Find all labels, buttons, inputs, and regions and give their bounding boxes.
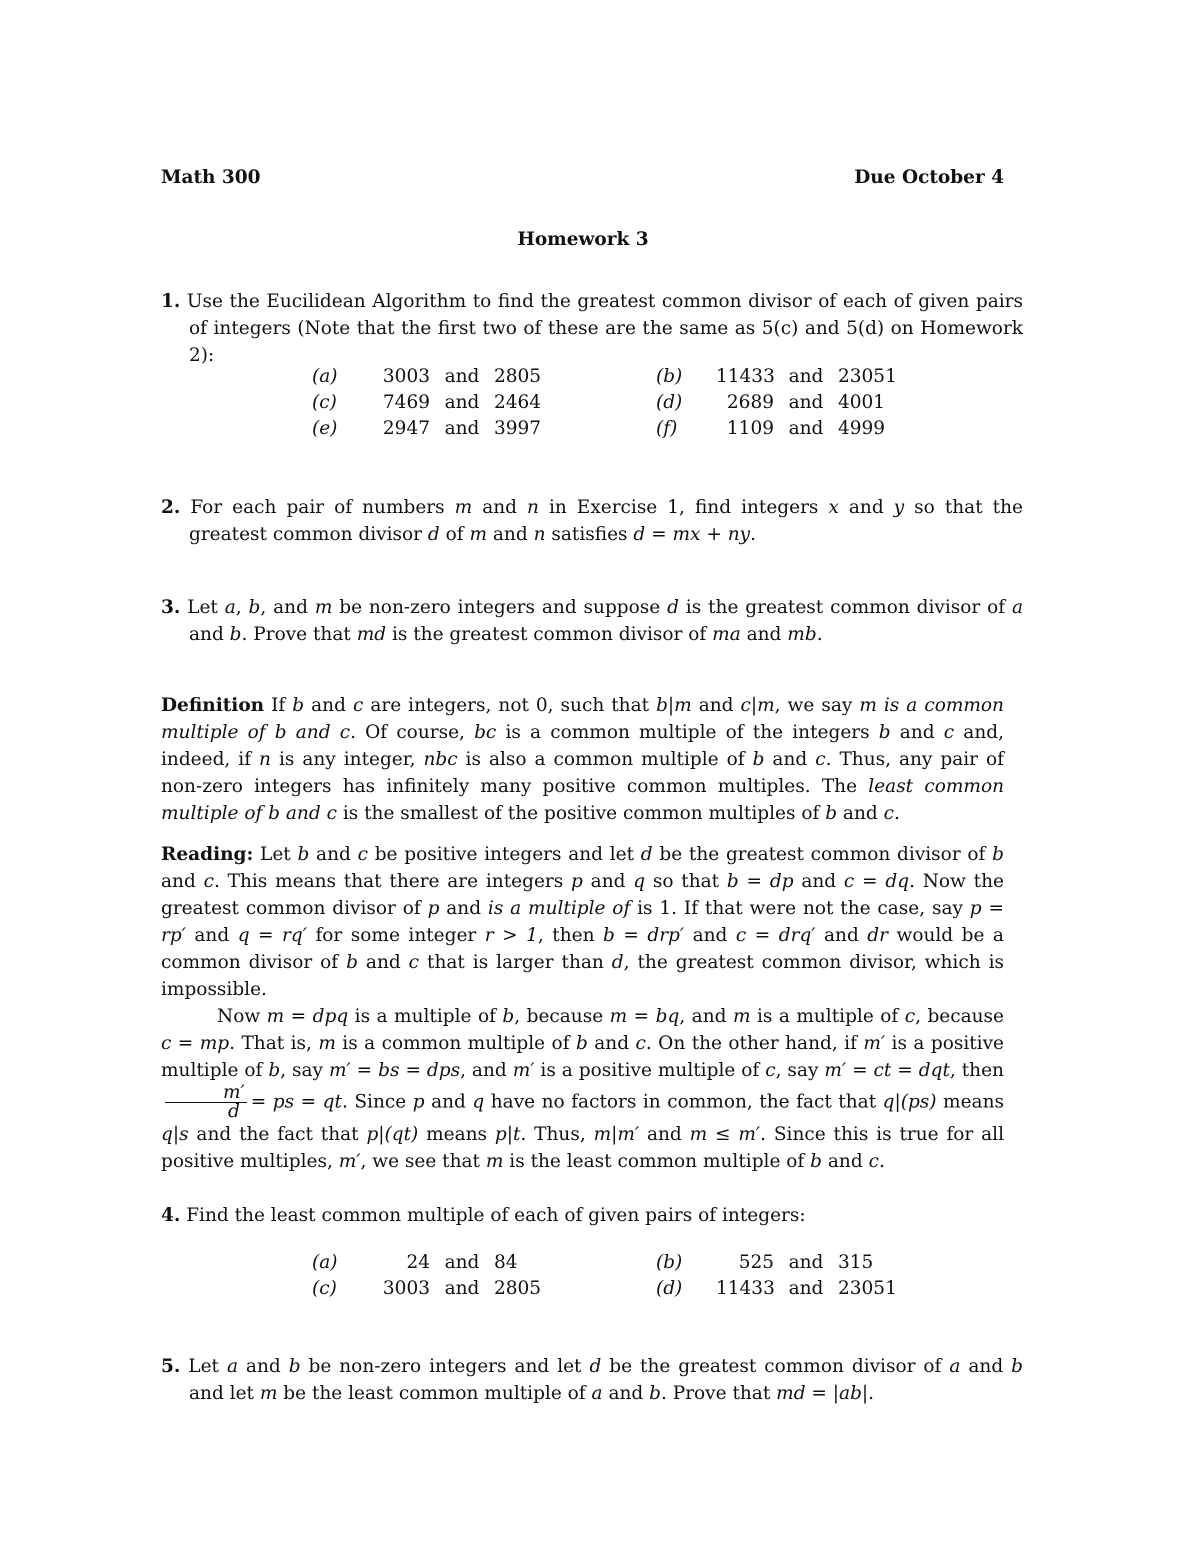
math: b = dp	[726, 871, 794, 892]
text: .	[878, 1151, 885, 1172]
math: b	[1011, 1356, 1023, 1377]
pair-second: 2464	[494, 392, 542, 413]
math: q|(ps)	[882, 1091, 937, 1113]
pair-item	[656, 364, 1000, 390]
text: and	[684, 925, 736, 946]
problem-4-pairs	[312, 1250, 1000, 1302]
math: d	[640, 844, 653, 865]
pair-first: 1109	[726, 418, 774, 439]
text: . This means that there are integers	[213, 871, 572, 892]
text: and let	[189, 1383, 260, 1404]
text: , then	[949, 1060, 1004, 1081]
math: md	[356, 624, 387, 645]
pair-item	[312, 1276, 656, 1302]
text: is any integer,	[270, 749, 424, 770]
text: . Thus, any pair of non-zero integers has infinitely many positive common multiples. The	[161, 749, 1004, 797]
problem-1	[161, 288, 1023, 369]
math: m	[454, 497, 473, 518]
reading-part-1	[161, 841, 1004, 1003]
text: be non-zero integers and let	[300, 1356, 590, 1377]
math: a	[949, 1356, 961, 1377]
math: b	[346, 952, 358, 973]
math: bc	[474, 722, 497, 743]
math: c = dq	[843, 871, 910, 892]
text: For each pair of numbers	[190, 497, 455, 518]
pair-label: (c)	[312, 392, 337, 413]
pair-first: 3003	[382, 366, 430, 387]
pair-first: 24	[406, 1252, 430, 1273]
text: be positive integers and let	[367, 844, 641, 865]
math: b	[752, 749, 765, 770]
math: c	[408, 952, 420, 973]
pair-label: (f)	[656, 418, 678, 439]
text: , because	[915, 1006, 1004, 1027]
text: Let	[187, 597, 225, 618]
text: are integers, not 0, such that	[363, 695, 657, 716]
math: b	[248, 597, 261, 618]
math: a	[224, 597, 236, 618]
text: . Thus,	[520, 1124, 594, 1145]
math: q	[472, 1091, 485, 1113]
text: , and	[260, 597, 315, 618]
text: and	[822, 1151, 869, 1172]
definition-heading: Definition	[161, 695, 265, 716]
text: be the least common multiple of	[277, 1383, 592, 1404]
math: c = mp	[161, 1033, 230, 1054]
math: b	[292, 695, 305, 716]
pair-item	[656, 1276, 1000, 1302]
math: r > 1	[484, 925, 538, 946]
math: b	[649, 1383, 661, 1404]
math: m = bq	[609, 1006, 680, 1027]
pair-and: and	[788, 1252, 824, 1273]
problem-text: Use the Eucilidean Algorithm to find the greatest common divisor of each of given pairs of integers (Note that the first two of these are the same as 5(c) and 5(d) on Homework 2):	[186, 291, 1023, 366]
text: be non-zero integers and suppose	[332, 597, 668, 618]
math: p = rp′	[161, 898, 1004, 946]
page-title: Homework 3	[517, 229, 649, 250]
math: c	[943, 722, 955, 743]
text: .	[750, 524, 757, 545]
text: be the greatest common divisor of	[601, 1356, 950, 1377]
text: , we see that	[360, 1151, 486, 1172]
math: c	[904, 1006, 916, 1027]
math: ma	[712, 624, 741, 645]
pair-and: and	[788, 1278, 824, 1299]
math: b	[268, 1060, 281, 1081]
math: c	[883, 803, 894, 824]
math: b|m	[656, 695, 692, 716]
text: and	[189, 624, 230, 645]
text: Let	[188, 1356, 227, 1377]
math: = ps = qt	[250, 1091, 342, 1113]
problem-number: 4.	[161, 1205, 181, 1226]
math: q	[633, 871, 646, 892]
math: m|m′	[593, 1124, 640, 1145]
math: b	[992, 844, 1004, 865]
pair-first: 7469	[382, 392, 430, 413]
text: is the smallest of the positive common multiples of	[336, 803, 826, 824]
pair-row	[312, 416, 1000, 442]
pair-item	[312, 390, 656, 416]
math: nbc	[423, 749, 458, 770]
pair-item	[656, 416, 1000, 442]
math: m	[314, 597, 333, 618]
math: b	[297, 844, 310, 865]
pair-second: 84	[494, 1252, 518, 1273]
text: so that	[645, 871, 727, 892]
math: c	[352, 695, 364, 716]
pair-first: 3003	[382, 1278, 430, 1299]
math: p	[412, 1091, 425, 1113]
pair-and: and	[788, 366, 824, 387]
text: . Now the greatest common divisor of	[161, 871, 1004, 919]
text: and	[487, 524, 534, 545]
pair-second: 3997	[494, 418, 542, 439]
math: d	[667, 597, 679, 618]
text: have no factors in common, the fact that	[484, 1091, 883, 1113]
math: b	[229, 624, 242, 645]
math: m′	[338, 1151, 361, 1172]
problem-number: 2.	[161, 497, 181, 518]
pair-label: (a)	[312, 1252, 338, 1273]
math: d = mx + ny	[633, 524, 751, 545]
emphasis: least common multiple of b and c	[161, 776, 1004, 824]
pair-label: (a)	[312, 366, 338, 387]
math: p	[427, 898, 440, 919]
pair-and: and	[444, 392, 480, 413]
math: p|t	[494, 1124, 521, 1145]
pair-and: and	[444, 1278, 480, 1299]
text: and, indeed, if	[161, 722, 1004, 770]
text: that is larger than	[419, 952, 612, 973]
reading-part-2	[161, 1003, 1004, 1175]
math: c|m	[740, 695, 775, 716]
text: is 1. If that were not the case, say	[637, 898, 970, 919]
text: is a multiple of	[348, 1006, 503, 1027]
text: , the greatest common divisor, which is impossible.	[161, 952, 1004, 1000]
pair-item	[656, 1250, 1000, 1276]
text: is also a common multiple of	[457, 749, 753, 770]
text: , then	[537, 925, 603, 946]
math: m′	[863, 1033, 886, 1054]
text: , because	[514, 1006, 610, 1027]
pair-second: 23051	[838, 366, 897, 387]
math: b	[288, 1356, 301, 1377]
math: p	[571, 871, 583, 892]
math: c	[357, 844, 368, 865]
text: and	[185, 925, 238, 946]
math: x	[828, 497, 839, 518]
text: Now	[217, 1006, 267, 1027]
problem-2	[161, 494, 1023, 548]
pair-label: (c)	[312, 1278, 337, 1299]
problem-number: 1.	[161, 291, 181, 312]
math: n	[527, 497, 539, 518]
text: and	[357, 952, 409, 973]
pair-first: 525	[738, 1252, 774, 1273]
math: is a multiple of	[487, 898, 638, 919]
pair-second: 4001	[838, 392, 886, 413]
pair-and: and	[788, 418, 824, 439]
text: is a multiple of	[750, 1006, 905, 1027]
math: b	[575, 1033, 588, 1054]
pair-label: (b)	[656, 1252, 683, 1273]
math: a	[591, 1383, 603, 1404]
pair-item	[312, 364, 656, 390]
pair-second: 2805	[494, 1278, 542, 1299]
pair-row	[312, 1250, 1000, 1276]
math: y	[893, 497, 905, 518]
pair-first: 2947	[382, 418, 430, 439]
math: q|s	[161, 1124, 189, 1145]
math: m′	[512, 1060, 535, 1081]
problem-3	[161, 594, 1023, 648]
text: , and	[460, 1060, 513, 1081]
pair-label: (b)	[656, 366, 683, 387]
course-name: Math 300	[161, 167, 261, 188]
problem-1-pairs	[312, 364, 1000, 442]
text: Let	[253, 844, 298, 865]
text: means	[418, 1124, 495, 1145]
math: q = rq′	[237, 925, 307, 946]
math: a	[226, 1356, 238, 1377]
text: of	[439, 524, 470, 545]
problem-text: Find the least common multiple of each of given pairs of integers:	[186, 1205, 806, 1226]
text: . On the other hand, if	[645, 1033, 864, 1054]
math: m	[469, 524, 487, 545]
text: is a positive multiple of	[534, 1060, 766, 1081]
reading-paragraph	[161, 841, 1004, 1175]
text: and	[582, 871, 634, 892]
text: ,	[235, 597, 249, 618]
text: is the least common multiple of	[503, 1151, 811, 1172]
pair-and: and	[444, 366, 480, 387]
pair-label: (e)	[312, 418, 338, 439]
text: , say	[775, 1060, 825, 1081]
math: p|(qt)	[366, 1124, 419, 1145]
pair-and: and	[444, 1252, 480, 1273]
math: n	[533, 524, 546, 545]
emphasis: m is a common multiple of b and c	[161, 695, 1004, 743]
math: m′ = ct = dqt	[824, 1060, 950, 1081]
text: and	[424, 1091, 473, 1113]
text: in Exercise 1, find integers	[538, 497, 829, 518]
text: is the greatest common divisor of	[386, 624, 713, 645]
text: is the greatest common divisor of	[678, 597, 1012, 618]
math: dr	[867, 925, 888, 946]
pair-item	[312, 1250, 656, 1276]
text: be the greatest common divisor of	[652, 844, 993, 865]
math: c = drq′	[735, 925, 816, 946]
text: , and	[679, 1006, 733, 1027]
math: m = dpq	[266, 1006, 349, 1027]
math: mb	[787, 624, 817, 645]
text: and	[309, 844, 358, 865]
text: and	[587, 1033, 636, 1054]
text: and	[304, 695, 353, 716]
text: and	[691, 695, 741, 716]
text: . Prove that	[241, 624, 357, 645]
pair-item	[656, 390, 1000, 416]
math: m	[259, 1383, 278, 1404]
text: . Prove that	[660, 1383, 777, 1404]
math: m	[485, 1151, 504, 1172]
text: satisfies	[545, 524, 634, 545]
text: and	[472, 497, 528, 518]
text: .	[868, 1383, 875, 1404]
math: c	[635, 1033, 646, 1054]
text: is a common multiple of	[335, 1033, 576, 1054]
text: and	[237, 1356, 289, 1377]
pair-first: 11433	[716, 1278, 775, 1299]
pair-and: and	[444, 418, 480, 439]
text: and	[890, 722, 944, 743]
math: c	[203, 871, 214, 892]
text: and	[439, 898, 488, 919]
pair-first: 2689	[726, 392, 774, 413]
math: c	[815, 749, 826, 770]
math: b	[502, 1006, 515, 1027]
definition-paragraph	[161, 692, 1004, 827]
math: m	[732, 1006, 751, 1027]
text: , we say	[774, 695, 860, 716]
text: for some integer	[306, 925, 485, 946]
text: and	[837, 803, 884, 824]
problem-number: 5.	[161, 1356, 181, 1377]
text: . Since	[341, 1091, 413, 1113]
math: c	[765, 1060, 776, 1081]
text: , say	[280, 1060, 329, 1081]
text: so that the greatest common divisor	[189, 497, 1023, 545]
text: and	[815, 925, 868, 946]
math: c	[868, 1151, 879, 1172]
reading-heading: Reading:	[161, 844, 254, 865]
pair-label: (d)	[656, 1278, 683, 1299]
math: b	[825, 803, 838, 824]
pair-second: 315	[838, 1252, 874, 1273]
text: is a positive multiple of	[161, 1033, 1004, 1081]
pair-second: 4999	[838, 418, 886, 439]
problem-number: 3.	[161, 597, 181, 618]
math: a	[1011, 597, 1023, 618]
problem-5	[161, 1353, 1023, 1407]
text: and	[793, 871, 844, 892]
pair-row	[312, 1276, 1000, 1302]
text: . Of course,	[350, 722, 475, 743]
text: . That is,	[229, 1033, 319, 1054]
pair-and: and	[788, 392, 824, 413]
text: .	[893, 803, 900, 824]
math: md = |ab|	[776, 1383, 869, 1404]
text: and the fact that	[188, 1124, 367, 1145]
math: m′ = bs = dps	[328, 1060, 461, 1081]
math: b	[878, 722, 891, 743]
text: would be a common divisor of	[161, 925, 1004, 973]
pair-row	[312, 390, 1000, 416]
fraction-denominator: d	[227, 1101, 240, 1122]
fraction	[165, 1084, 247, 1121]
fraction-numerator: m′	[165, 1084, 247, 1103]
due-date: Due October 4	[854, 167, 1004, 188]
text: means	[936, 1091, 1004, 1113]
text: If	[264, 695, 293, 716]
text: is a common multiple of the integers	[496, 722, 879, 743]
text: and	[639, 1124, 690, 1145]
pair-item	[312, 416, 656, 442]
text: . Since this is true for all positive multiples,	[161, 1124, 1004, 1172]
math: m	[318, 1033, 336, 1054]
text: and	[960, 1356, 1012, 1377]
text: and	[602, 1383, 650, 1404]
pair-label: (d)	[656, 392, 683, 413]
text: and	[161, 871, 204, 892]
math: d	[611, 952, 624, 973]
problem-4	[161, 1202, 1023, 1229]
math: d	[589, 1356, 602, 1377]
text: and	[838, 497, 894, 518]
math: b	[810, 1151, 822, 1172]
pair-row	[312, 364, 1000, 390]
math: n	[259, 749, 271, 770]
math: d	[427, 524, 440, 545]
text: .	[816, 624, 823, 645]
pair-first: 11433	[716, 366, 775, 387]
pair-second: 2805	[494, 366, 542, 387]
pair-second: 23051	[838, 1278, 897, 1299]
text: and	[740, 624, 788, 645]
math: b = drp′	[603, 925, 685, 946]
math: m ≤ m′	[689, 1124, 761, 1145]
text: and	[764, 749, 816, 770]
